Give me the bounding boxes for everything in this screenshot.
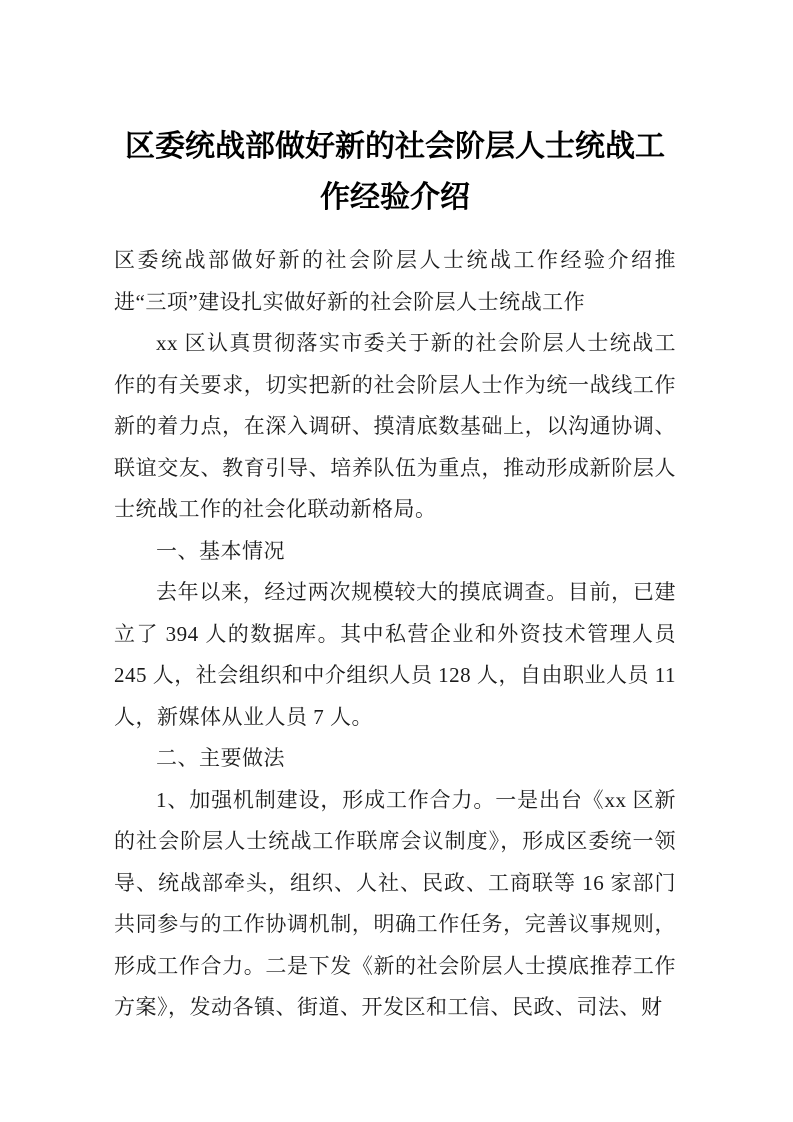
paragraph-intro: xx 区认真贯彻落实市委关于新的社会阶层人士统战工作的有关要求，切实把新的社会阶层人士作为统一战线工作新的着力点，在深入调研、摸清底数基础上，以沟通协调、联谊交友、教育引导、培养队伍为重点，推动形成新阶层人士统战工作的社会化联动新格局。: [114, 331, 676, 521]
document-title: 区委统战部做好新的社会阶层人士统战工作经验介绍: [125, 130, 665, 214]
paragraph-main-practices: 1、加强机制建设，形成工作合力。一是出台《xx 区新的社会阶层人士统战工作联席会议制度》，形成区委统一领导、统战部牵头，组织、人社、民政、工商联等 16 家部门共同参与的工作协调机制，明确工作任务，完善议事规则，形成工作合力。二是下发《新的社会阶层人士摸底推荐工作方案》，发动各镇、街道、开发区和工信、民政、司法、财: [114, 787, 676, 1019]
heading-basic-situation: 一、基本情况: [156, 538, 285, 563]
heading-main-practices: 二、主要做法: [156, 746, 285, 770]
paragraph-basic-situation: 去年以来，经过两次规模较大的摸底调查。目前，已建立了 394 人的数据库。其中私营企业和外资技术管理人员 245 人，社会组织和中介组织人员 128 人，自由职业人员 11 人，新媒体从业人员 7 人。: [114, 580, 676, 729]
document-body: [114, 240, 676, 1029]
paragraph-lead: 区委统战部做好新的社会阶层人士统战工作经验介绍推进“三项”建设扎实做好新的社会阶层人士统战工作: [114, 248, 676, 314]
